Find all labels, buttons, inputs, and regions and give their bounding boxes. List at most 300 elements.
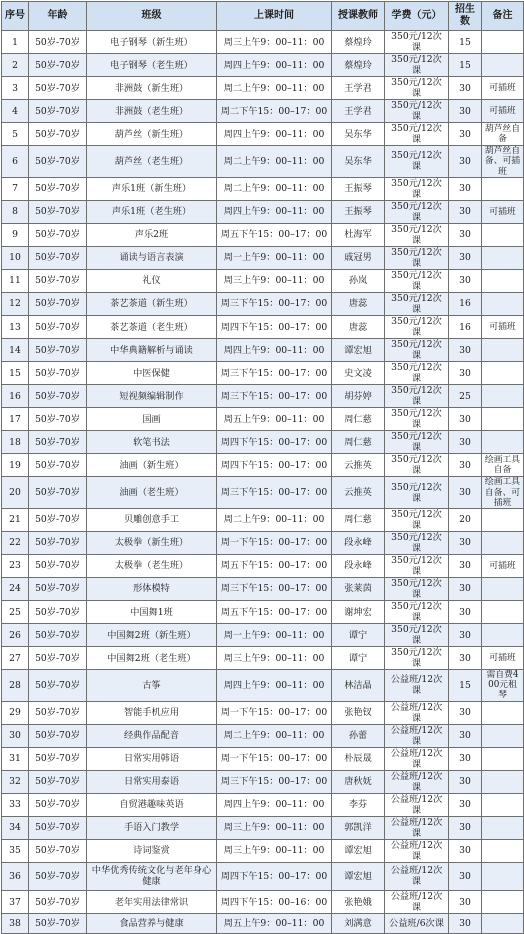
cell-enrollment: 30 xyxy=(449,554,482,577)
cell-fee: 350元/12次课 xyxy=(385,100,449,123)
cell-age: 50岁-70岁 xyxy=(29,292,87,315)
table-body xyxy=(2,31,524,934)
cell-time: 周四上午9：00–11：00 xyxy=(217,670,332,701)
cell-notes xyxy=(482,269,524,292)
table-row xyxy=(2,477,524,508)
cell-notes xyxy=(482,177,524,200)
cell-notes xyxy=(482,246,524,269)
cell-notes: 可插班 xyxy=(482,316,524,339)
table-row xyxy=(2,890,524,913)
cell-fee: 公益班/12次课 xyxy=(385,793,449,816)
cell-fee: 350元/12次课 xyxy=(385,177,449,200)
cell-fee: 350元/12次课 xyxy=(385,454,449,477)
table-row xyxy=(2,770,524,793)
table-row xyxy=(2,177,524,200)
cell-fee: 350元/12次课 xyxy=(385,146,449,177)
cell-time: 周三下午15：00–17：00 xyxy=(217,292,332,315)
cell-enrollment: 15 xyxy=(449,31,482,54)
cell-class: 中医保健 xyxy=(87,362,217,385)
cell-time: 周四上午9：00–11：00 xyxy=(217,793,332,816)
cell-fee: 350元/12次课 xyxy=(385,269,449,292)
table-row xyxy=(2,200,524,223)
table-row xyxy=(2,146,524,177)
cell-enrollment: 30 xyxy=(449,123,482,146)
cell-class: 太极拳（新生班） xyxy=(87,531,217,554)
cell-time: 周二上午9：00–11：00 xyxy=(217,508,332,531)
table-row xyxy=(2,339,524,362)
cell-teacher: 王学君 xyxy=(332,77,385,100)
cell-fee: 公益班/12次课 xyxy=(385,862,449,890)
cell-class: 智能手机应用 xyxy=(87,701,217,724)
cell-time: 周三下午15：00–17：00 xyxy=(217,385,332,408)
cell-enrollment: 30 xyxy=(449,100,482,123)
cell-time: 周二上午9：00–11：00 xyxy=(217,724,332,747)
cell-number: 38 xyxy=(2,914,29,934)
cell-number: 14 xyxy=(2,339,29,362)
table-row xyxy=(2,624,524,647)
cell-notes xyxy=(482,508,524,531)
cell-age: 50岁-70岁 xyxy=(29,454,87,477)
cell-class: 贝雕创意手工 xyxy=(87,508,217,531)
cell-fee: 350元/12次课 xyxy=(385,408,449,431)
cell-time: 周四上午9：00–11：00 xyxy=(217,200,332,223)
cell-time: 周五上午9：00–11：00 xyxy=(217,914,332,934)
cell-number: 32 xyxy=(2,770,29,793)
cell-fee: 350元/12次课 xyxy=(385,246,449,269)
cell-number: 29 xyxy=(2,701,29,724)
cell-fee: 公益班/12次课 xyxy=(385,839,449,862)
cell-time: 周一下午15：00–17：00 xyxy=(217,747,332,770)
header-cell-notes: 备注 xyxy=(482,2,524,31)
cell-number: 28 xyxy=(2,670,29,701)
table-row xyxy=(2,670,524,701)
cell-age: 50岁-70岁 xyxy=(29,246,87,269)
cell-teacher: 孙蕾 xyxy=(332,724,385,747)
cell-time: 周二下午15：00–17：00 xyxy=(217,100,332,123)
cell-class: 日常实用泰语 xyxy=(87,770,217,793)
cell-notes: 可插班 xyxy=(482,647,524,670)
cell-number: 2 xyxy=(2,54,29,77)
cell-enrollment: 30 xyxy=(449,531,482,554)
cell-class: 形体模特 xyxy=(87,577,217,600)
table-row xyxy=(2,793,524,816)
cell-class: 老年实用法律常识 xyxy=(87,890,217,913)
table-row xyxy=(2,701,524,724)
cell-teacher: 吴东华 xyxy=(332,146,385,177)
cell-class: 太极拳（老生班） xyxy=(87,554,217,577)
cell-class: 茶艺茶道（新生班） xyxy=(87,292,217,315)
table-row xyxy=(2,54,524,77)
header-cell-fee: 学费（元） xyxy=(385,2,449,31)
cell-enrollment: 30 xyxy=(449,647,482,670)
cell-age: 50岁-70岁 xyxy=(29,123,87,146)
cell-fee: 350元/12次课 xyxy=(385,77,449,100)
cell-class: 中国舞2班（新生班） xyxy=(87,624,217,647)
cell-fee: 公益班/6次课 xyxy=(385,914,449,934)
cell-enrollment: 30 xyxy=(449,77,482,100)
cell-fee: 350元/12次课 xyxy=(385,339,449,362)
cell-age: 50岁-70岁 xyxy=(29,477,87,508)
table-row xyxy=(2,385,524,408)
cell-fee: 350元/12次课 xyxy=(385,577,449,600)
cell-age: 50岁-70岁 xyxy=(29,601,87,624)
cell-class: 油画（老生班） xyxy=(87,477,217,508)
table-header-row xyxy=(2,2,524,31)
table-row xyxy=(2,816,524,839)
cell-age: 50岁-70岁 xyxy=(29,508,87,531)
cell-notes xyxy=(482,362,524,385)
cell-class: 油画（新生班） xyxy=(87,454,217,477)
cell-number: 26 xyxy=(2,624,29,647)
cell-teacher: 戚冠男 xyxy=(332,246,385,269)
cell-time: 周四上午9：00–11：00 xyxy=(217,123,332,146)
cell-fee: 350元/12次课 xyxy=(385,477,449,508)
cell-class: 经典作品配音 xyxy=(87,724,217,747)
cell-time: 周一上午9：00–11：00 xyxy=(217,246,332,269)
cell-teacher: 唐秋妩 xyxy=(332,770,385,793)
cell-notes xyxy=(482,624,524,647)
cell-enrollment: 25 xyxy=(449,385,482,408)
cell-notes xyxy=(482,914,524,934)
cell-fee: 公益班/12次课 xyxy=(385,747,449,770)
cell-notes xyxy=(482,292,524,315)
cell-fee: 350元/12次课 xyxy=(385,292,449,315)
cell-notes: 可插班 xyxy=(482,200,524,223)
cell-number: 34 xyxy=(2,816,29,839)
table-row xyxy=(2,269,524,292)
cell-notes xyxy=(482,816,524,839)
table-row xyxy=(2,431,524,454)
cell-age: 50岁-70岁 xyxy=(29,77,87,100)
cell-enrollment: 30 xyxy=(449,477,482,508)
cell-time: 周三上午9：00–11：00 xyxy=(217,269,332,292)
cell-class: 软笔书法 xyxy=(87,431,217,454)
table-row xyxy=(2,724,524,747)
cell-age: 50岁-70岁 xyxy=(29,431,87,454)
table-row xyxy=(2,454,524,477)
cell-number: 12 xyxy=(2,292,29,315)
cell-fee: 350元/12次课 xyxy=(385,123,449,146)
header-cell-teacher: 授课教师 xyxy=(332,2,385,31)
table-row xyxy=(2,31,524,54)
cell-notes: 可插班 xyxy=(482,100,524,123)
cell-teacher: 林洁晶 xyxy=(332,670,385,701)
header-cell-class: 班级 xyxy=(87,2,217,31)
cell-time: 周四下午15：00–17：00 xyxy=(217,431,332,454)
cell-enrollment: 30 xyxy=(449,246,482,269)
cell-notes: 需自费400元租琴 xyxy=(482,670,524,701)
cell-class: 中华优秀传统文化与老年身心健康 xyxy=(87,862,217,890)
cell-age: 50岁-70岁 xyxy=(29,577,87,600)
cell-age: 50岁-70岁 xyxy=(29,914,87,934)
cell-time: 周四下午15：00–16：00 xyxy=(217,890,332,913)
table-row xyxy=(2,100,524,123)
cell-class: 自贸港趣味英语 xyxy=(87,793,217,816)
cell-notes: 葫芦丝自备 xyxy=(482,123,524,146)
cell-age: 50岁-70岁 xyxy=(29,839,87,862)
cell-teacher: 张艳钗 xyxy=(332,701,385,724)
cell-number: 24 xyxy=(2,577,29,600)
cell-class: 葫芦丝（新生班） xyxy=(87,123,217,146)
cell-age: 50岁-70岁 xyxy=(29,223,87,246)
cell-enrollment: 30 xyxy=(449,269,482,292)
cell-enrollment: 30 xyxy=(449,862,482,890)
cell-number: 15 xyxy=(2,362,29,385)
cell-teacher: 张艳娥 xyxy=(332,890,385,913)
cell-time: 周五下午15：00–17：00 xyxy=(217,554,332,577)
cell-age: 50岁-70岁 xyxy=(29,177,87,200)
cell-number: 31 xyxy=(2,747,29,770)
table-row xyxy=(2,601,524,624)
cell-teacher: 谭宁 xyxy=(332,647,385,670)
table-row xyxy=(2,531,524,554)
cell-teacher: 王振琴 xyxy=(332,177,385,200)
cell-enrollment: 30 xyxy=(449,577,482,600)
cell-age: 50岁-70岁 xyxy=(29,146,87,177)
cell-class: 诗词鉴赏 xyxy=(87,839,217,862)
header-cell-time: 上课时间 xyxy=(217,2,332,31)
cell-notes xyxy=(482,385,524,408)
cell-age: 50岁-70岁 xyxy=(29,531,87,554)
cell-teacher: 孙岚 xyxy=(332,269,385,292)
header-cell-enrollment: 招生数 xyxy=(449,2,482,31)
cell-enrollment: 30 xyxy=(449,770,482,793)
table-row xyxy=(2,577,524,600)
cell-age: 50岁-70岁 xyxy=(29,269,87,292)
cell-teacher: 谭宏旭 xyxy=(332,339,385,362)
cell-notes xyxy=(482,339,524,362)
cell-number: 3 xyxy=(2,77,29,100)
cell-age: 50岁-70岁 xyxy=(29,200,87,223)
cell-time: 周一上午9：00–11：00 xyxy=(217,624,332,647)
cell-enrollment: 15 xyxy=(449,670,482,701)
cell-age: 50岁-70岁 xyxy=(29,793,87,816)
cell-enrollment: 16 xyxy=(449,316,482,339)
cell-time: 周二上午9：00–11：00 xyxy=(217,177,332,200)
cell-teacher: 朴辰晟 xyxy=(332,747,385,770)
cell-notes xyxy=(482,223,524,246)
cell-number: 17 xyxy=(2,408,29,431)
cell-time: 周四下午15：00–17：00 xyxy=(217,454,332,477)
cell-teacher: 周仁慈 xyxy=(332,408,385,431)
cell-notes: 可插班 xyxy=(482,77,524,100)
cell-age: 50岁-70岁 xyxy=(29,385,87,408)
cell-fee: 350元/12次课 xyxy=(385,316,449,339)
cell-number: 22 xyxy=(2,531,29,554)
table-row xyxy=(2,914,524,934)
cell-teacher: 段永峰 xyxy=(332,531,385,554)
cell-notes: 可插班 xyxy=(482,554,524,577)
cell-teacher: 唐蕊 xyxy=(332,292,385,315)
cell-number: 6 xyxy=(2,146,29,177)
cell-time: 周三下午15：00–17：00 xyxy=(217,362,332,385)
cell-notes xyxy=(482,747,524,770)
table-row xyxy=(2,246,524,269)
cell-enrollment: 30 xyxy=(449,177,482,200)
cell-fee: 350元/12次课 xyxy=(385,508,449,531)
cell-enrollment: 30 xyxy=(449,362,482,385)
cell-number: 1 xyxy=(2,31,29,54)
cell-fee: 350元/12次课 xyxy=(385,31,449,54)
table-row xyxy=(2,123,524,146)
cell-teacher: 云推英 xyxy=(332,454,385,477)
cell-enrollment: 30 xyxy=(449,816,482,839)
cell-teacher: 谭宁 xyxy=(332,624,385,647)
cell-class: 葫芦丝（老生班） xyxy=(87,146,217,177)
cell-number: 23 xyxy=(2,554,29,577)
cell-notes: 绘画工具自备、可插班 xyxy=(482,477,524,508)
cell-age: 50岁-70岁 xyxy=(29,339,87,362)
cell-class: 声乐1班（新生班） xyxy=(87,177,217,200)
cell-number: 11 xyxy=(2,269,29,292)
cell-teacher: 周仁慈 xyxy=(332,508,385,531)
cell-time: 周三上午9：00–11：00 xyxy=(217,839,332,862)
cell-enrollment: 30 xyxy=(449,793,482,816)
cell-enrollment: 30 xyxy=(449,200,482,223)
cell-time: 周三下午15：00–17：00 xyxy=(217,477,332,508)
cell-time: 周三上午9：00–11：00 xyxy=(217,816,332,839)
cell-enrollment: 30 xyxy=(449,431,482,454)
cell-time: 周三下午15：00–17：00 xyxy=(217,577,332,600)
cell-age: 50岁-70岁 xyxy=(29,624,87,647)
cell-age: 50岁-70岁 xyxy=(29,554,87,577)
cell-teacher: 王学君 xyxy=(332,100,385,123)
cell-enrollment: 30 xyxy=(449,624,482,647)
cell-time: 周一下午15：00–17：00 xyxy=(217,701,332,724)
cell-age: 50岁-70岁 xyxy=(29,724,87,747)
cell-age: 50岁-70岁 xyxy=(29,816,87,839)
cell-enrollment: 30 xyxy=(449,890,482,913)
cell-fee: 350元/12次课 xyxy=(385,554,449,577)
cell-fee: 公益班/12次课 xyxy=(385,670,449,701)
cell-fee: 350元/12次课 xyxy=(385,362,449,385)
cell-number: 5 xyxy=(2,123,29,146)
cell-class: 中华典籍解析与诵读 xyxy=(87,339,217,362)
cell-teacher: 郭凯洋 xyxy=(332,816,385,839)
cell-enrollment: 30 xyxy=(449,339,482,362)
table-row xyxy=(2,862,524,890)
cell-class: 手语入门教学 xyxy=(87,816,217,839)
cell-enrollment: 30 xyxy=(449,146,482,177)
cell-enrollment: 30 xyxy=(449,747,482,770)
cell-class: 电子钢琴（新生班） xyxy=(87,31,217,54)
table-row xyxy=(2,508,524,531)
cell-teacher: 吴东华 xyxy=(332,123,385,146)
cell-time: 周五下午15：00–17：00 xyxy=(217,601,332,624)
cell-notes xyxy=(482,408,524,431)
table-row xyxy=(2,77,524,100)
cell-age: 50岁-70岁 xyxy=(29,670,87,701)
cell-teacher: 周仁慈 xyxy=(332,431,385,454)
cell-age: 50岁-70岁 xyxy=(29,54,87,77)
cell-class: 中国舞1班 xyxy=(87,601,217,624)
cell-time: 周一下午15：00–17：00 xyxy=(217,531,332,554)
cell-enrollment: 30 xyxy=(449,914,482,934)
table-row xyxy=(2,747,524,770)
cell-notes xyxy=(482,770,524,793)
cell-time: 周四上午9：00–11：00 xyxy=(217,339,332,362)
cell-notes: 绘画工具自备 xyxy=(482,454,524,477)
cell-number: 21 xyxy=(2,508,29,531)
header-cell-age: 年龄 xyxy=(29,2,87,31)
cell-notes xyxy=(482,839,524,862)
cell-enrollment: 15 xyxy=(449,54,482,77)
cell-notes xyxy=(482,862,524,890)
cell-fee: 350元/12次课 xyxy=(385,531,449,554)
cell-age: 50岁-70岁 xyxy=(29,362,87,385)
cell-number: 33 xyxy=(2,793,29,816)
cell-number: 35 xyxy=(2,839,29,862)
cell-number: 30 xyxy=(2,724,29,747)
cell-notes xyxy=(482,701,524,724)
cell-teacher: 段永峰 xyxy=(332,554,385,577)
cell-fee: 350元/12次课 xyxy=(385,431,449,454)
table-row xyxy=(2,839,524,862)
cell-class: 声乐1班（老生班） xyxy=(87,200,217,223)
cell-teacher: 蔡煌玲 xyxy=(332,31,385,54)
cell-number: 36 xyxy=(2,862,29,890)
table-row xyxy=(2,292,524,315)
cell-fee: 公益班/12次课 xyxy=(385,770,449,793)
cell-time: 周四上午9：00–11：00 xyxy=(217,54,332,77)
cell-class: 国画 xyxy=(87,408,217,431)
cell-teacher: 云推英 xyxy=(332,477,385,508)
cell-notes xyxy=(482,431,524,454)
table-row xyxy=(2,408,524,431)
cell-enrollment: 30 xyxy=(449,724,482,747)
cell-fee: 350元/12次课 xyxy=(385,385,449,408)
cell-fee: 350元/12次课 xyxy=(385,54,449,77)
cell-enrollment: 30 xyxy=(449,601,482,624)
header-cell-number: 序号 xyxy=(2,2,29,31)
cell-notes xyxy=(482,54,524,77)
cell-fee: 350元/12次课 xyxy=(385,601,449,624)
cell-teacher: 张莱茵 xyxy=(332,577,385,600)
cell-age: 50岁-70岁 xyxy=(29,100,87,123)
cell-time: 周三下午15：00–17：00 xyxy=(217,770,332,793)
cell-time: 周四下午15：00–17：00 xyxy=(217,316,332,339)
cell-number: 8 xyxy=(2,200,29,223)
cell-enrollment: 30 xyxy=(449,223,482,246)
cell-class: 声乐2班 xyxy=(87,223,217,246)
cell-number: 27 xyxy=(2,647,29,670)
cell-teacher: 刘满意 xyxy=(332,914,385,934)
cell-teacher: 史文凌 xyxy=(332,362,385,385)
cell-number: 25 xyxy=(2,601,29,624)
cell-enrollment: 30 xyxy=(449,408,482,431)
cell-age: 50岁-70岁 xyxy=(29,408,87,431)
cell-notes xyxy=(482,724,524,747)
cell-notes xyxy=(482,793,524,816)
cell-class: 茶艺茶道（老生班） xyxy=(87,316,217,339)
table-row xyxy=(2,554,524,577)
table-row xyxy=(2,362,524,385)
cell-teacher: 胡芬婷 xyxy=(332,385,385,408)
table-row xyxy=(2,223,524,246)
cell-enrollment: 30 xyxy=(449,701,482,724)
cell-number: 18 xyxy=(2,431,29,454)
cell-number: 37 xyxy=(2,890,29,913)
cell-enrollment: 30 xyxy=(449,454,482,477)
table-row xyxy=(2,647,524,670)
cell-teacher: 谭宏旭 xyxy=(332,862,385,890)
cell-class: 非洲鼓（老生班） xyxy=(87,100,217,123)
cell-teacher: 谭宏旭 xyxy=(332,839,385,862)
cell-number: 16 xyxy=(2,385,29,408)
cell-age: 50岁-70岁 xyxy=(29,31,87,54)
cell-class: 中国舞2班（老生班） xyxy=(87,647,217,670)
cell-notes xyxy=(482,531,524,554)
